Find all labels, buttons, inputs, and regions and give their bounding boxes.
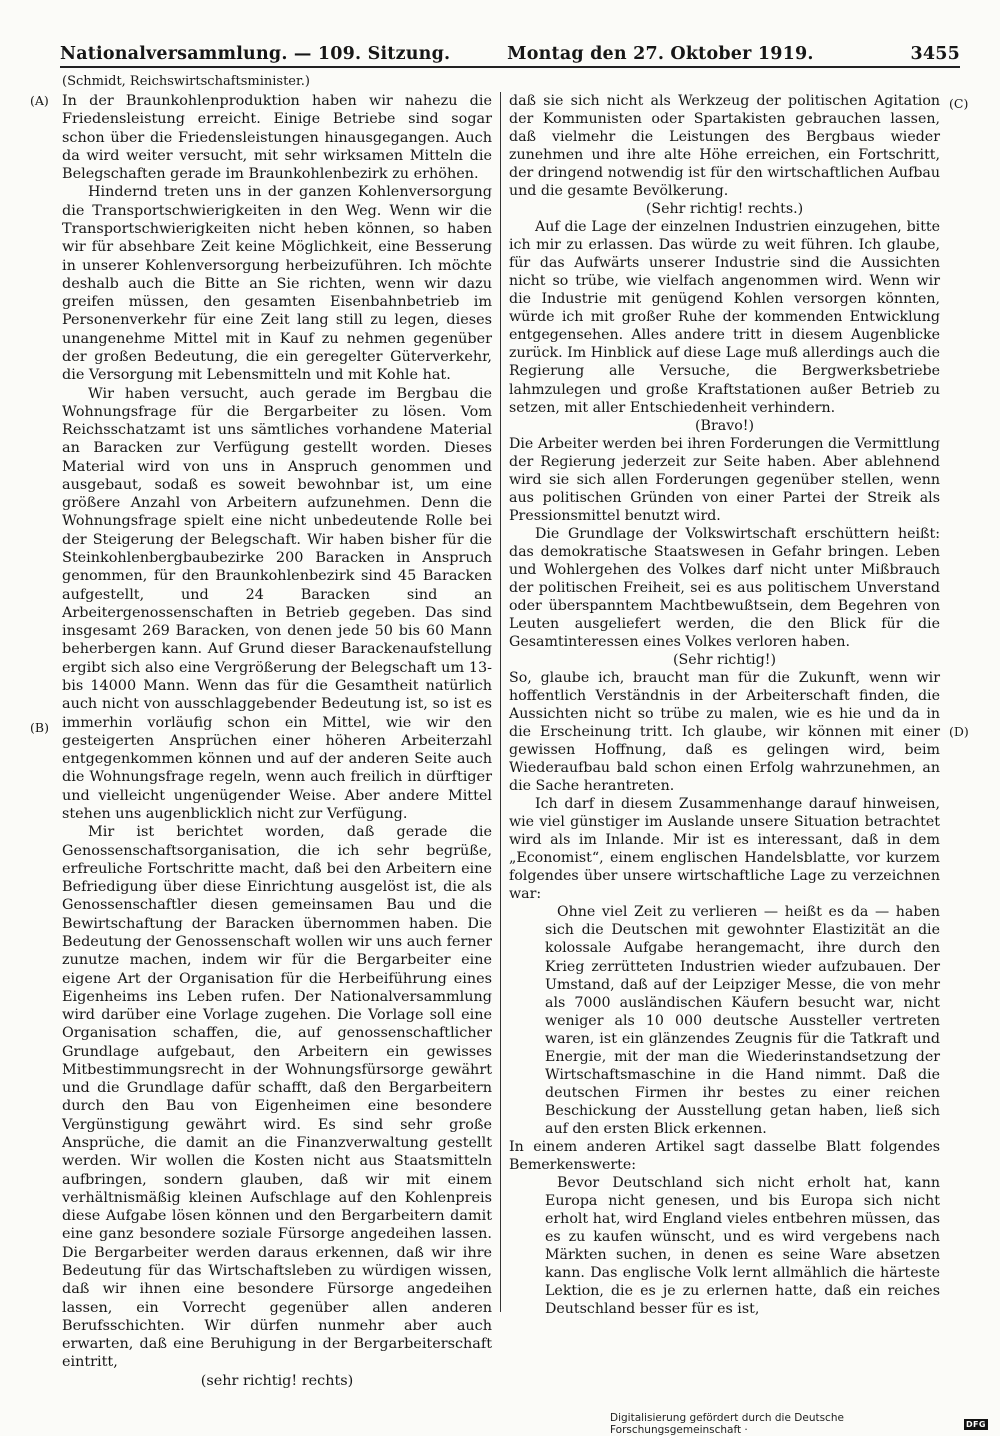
header-date: Montag den 27. Oktober 1919. bbox=[507, 44, 814, 64]
credit-text: Digitalisierung gefördert durch die Deutsche Forschungsgemeinschaft · bbox=[610, 1412, 844, 1436]
paragraph: So, glaube ich, braucht man für die Zukunft, wenn wir hoffentlich Verständnis in der Arbeiterschaft finden, die Aussichten nicht so trübe zu malen, wie es hie und da in die Erscheinung tritt. Ich glaube, wir können mit einer gewissen Hoffnung, daß es gelingen wird, beim Wiederaufbau bald schon einen Erfolg wahrzunehmen, an die Sache herantreten. bbox=[509, 670, 940, 795]
margin-marker-d: (D) bbox=[949, 724, 969, 739]
paragraph: Mir ist berichtet worden, daß gerade die Genossenschaftsorganisation, die ich sehr begrüße, erfreuliche Fortschritte macht, daß bei den Arbeitern eine Befriedigung über diese Einrichtung ausgelöst ist, die als Genossenschaftler diesen gemeinsamen Bau und die Bewirtschaftung der Baracken übernommen haben. Die Bedeutung der Genossenschaft wollen wir uns auch ferner zunutze machen, indem wir für die Bergarbeiter eine eigene Art der Organisation für die Herbeiführung eines Eigenheims ins Leben rufen. Der Nationalversammlung wird darüber eine Vorlage zugehen. Die Vorlage soll eine Organisation schaffen, die, auf genossenschaftlicher Grundlage aufgebaut, den Arbeitern ein gewisses Mitbestimmungsrecht in der Wohnungsfürsorge gewährt und die Grundlage dafür schafft, daß den Bergarbeitern durch den Bau von Eigenheimen eine besondere Vergünstigung gewährt wird. Es sind sehr große Ansprüche, die damit an die Finanzverwaltung gestellt werden. Wir wollen die Kosten nicht aus Staatsmitteln aufbringen, sondern glauben, daß wir mit einem verhältnismäßig kleinen Aufschlage auf den Kohlenpreis diese Aufgabe lösen können und den Bergarbeitern damit eine ganz besondere soziale Fürsorge angedeihen lassen. Die Bergarbeiter werden daraus erkennen, daß wir ihre Bedeutung für das Wirtschaftsleben zu würdigen wissen, daß wir ihnen eine besondere Fürsorge angedeihen lassen, ein Vorrecht gegenüber allen anderen Berufsschichten. Wir dürfen nunmehr aber auch erwarten, daß eine Beruhigung in der Bergarbeiterschaft eintritt, bbox=[62, 824, 492, 1371]
paragraph: In der Braunkohlenproduktion haben wir nahezu die Friedensleistung erreicht. Einige Betriebe sind sogar schon über die Friedensleistungen hinausgegangen. Auch da wird weiter versucht, mit sehr wirksamen Mitteln die Belegschaften gerade im Braunkohlenbezirk zu erhöhen. bbox=[62, 93, 492, 183]
interjection: (sehr richtig! rechts) bbox=[200, 1372, 354, 1389]
paragraph: daß sie sich nicht als Werkzeug der politischen Agitation der Kommunisten oder Spartakisten gebrauchen lassen, daß vielmehr die Leistungen des Bergbaus wieder zunehmen und ihre alte Höhe erreichen, ein Fortschritt, der dringend notwendig ist für den wirtschaftlichen Aufbau und die gesamte Bevölkerung. bbox=[509, 93, 940, 200]
paragraph: Die Grundlage der Volkswirtschaft erschüttern heißt: das demokratische Staatswesen in Gefahr bringen. Leben und Wohlergehen des Volkes darf nicht unter Mißbrauch der politischen Freiheit, sei es aus politischem Unverstand oder überspanntem Machtbewußtsein, dem Begehren von Leuten ausgeliefert werden, die den Blick für die Gesamtinteressen eines Volkes verloren haben. bbox=[509, 525, 940, 650]
column-divider bbox=[500, 92, 501, 1312]
speaker-note: (Schmidt, Reichswirtschaftsminister.) bbox=[62, 74, 310, 89]
dfg-logo: DFG bbox=[964, 1419, 988, 1430]
paragraph: Hindernd treten uns in der ganzen Kohlenversorgung die Transportschwierigkeiten in den Weg. Wenn wir die Transportschwierigkeiten nicht heben können, so haben wir für absehbare Zeit keine Möglichkeit, eine Besserung in unserer Kohlenversorgung herbeizuführen. Ich möchte deshalb auch die Bitte an Sie richten, wenn wir dazu greifen müssen, den gesamten Eisenbahnbetrieb im Personenverkehr für eine Zeit lang still zu legen, dieses unangenehme Mittel mit in Kauf zu nehmen gegenüber der großen Bedeutung, die ein geregelter Güterverkehr, die Versorgung mit Lebensmitteln und mit Kohle hat. bbox=[62, 184, 492, 384]
header-title: Nationalversammlung. — 109. Sitzung. bbox=[60, 44, 451, 64]
margin-marker-a: (A) bbox=[30, 93, 49, 108]
paragraph: Auf die Lage der einzelnen Industrien einzugehen, bitte ich mir zu erlassen. Das würde zu weit führen. Ich glaube, für das Aufwärts unserer Industrie sind die Aussichten nicht so trübe, wie vielfach angenommen wird. Wenn wir die Industrie mit genügend Kohlen versorgen könnten, würde ich mit großer Ruhe der kommenden Entwicklung entgegensehen. Alles andere tritt in diesem Augenblicke zurück. Im Hinblick auf diese Lage muß allerdings auch die Regierung alle Versuche, die Bergwerksbetriebe lahmzulegen und große Kraftstationen außer Betrieb zu setzen, mit aller Entschiedenheit verhindern. bbox=[509, 219, 940, 416]
paragraph: Wir haben versucht, auch gerade im Bergbau die Wohnungsfrage für die Bergarbeiter zu lösen. Vom Reichsschatzamt ist uns sämtliches vorhandene Material an Baracken zur Verfügung gestellt worden. Dieses Material wird von uns in Anspruch genommen und ausgebaut, sodaß es soweit bewohnbar ist, um eine größere Anzahl von Arbeitern aufzunehmen. Denn die Wohnungsfrage spielt eine nicht unbedeutende Rolle bei der Steigerung der Belegschaft. Wir haben bisher für die Steinkohlenbergbaubezirke 200 Baracken in Anspruch genommen, für den Braunkohlenbezirk sind 45 Baracken aufgestellt, und 24 Baracken sind an Arbeitergenossenschaften in Betrieb gegeben. Das sind insgesamt 269 Baracken, von denen jede 50 bis 60 Mann beherbergen kann. Auf Grund dieser Barackenaufstellung ergibt sich also eine Vergrößerung der Belegschaft um 13- bis 14000 Mann. Wenn das für die Gesamtheit natürlich auch nicht von ausschlaggebender Bedeutung ist, so ist es immerhin vorläufig schon ein Mittel, wie wir den gesteigerten Ansprüchen einer höheren Arbeiterzahl entgegenkommen können und auf der anderen Seite auch die Wohnungsfrage regeln, wenn auch freilich in dürftiger und vielleicht ungenügender Weise. Aber andere Mittel stehen uns augenblicklich nicht zur Verfügung. bbox=[62, 385, 492, 822]
page-number: 3455 bbox=[910, 44, 960, 64]
quotation: Bevor Deutschland sich nicht erholt hat, kann Europa nicht genesen, und bis Europa sich nicht erholt hat, wird England vieles entbehren müssen, das es zu kaufen wünscht, und es wird vergebens nach Märkten suchen, in denen es seine Ware absetzen kann. Das englische Volk lernt allmählich die härteste Lektion, die es je zu erlernen hatte, daß ein reiches Deutschland besser für es ist, bbox=[545, 1174, 940, 1318]
paragraph: In einem anderen Artikel sagt dasselbe Blatt folgendes Bemerkenswerte: bbox=[509, 1138, 940, 1173]
interjection: (Sehr richtig! rechts.) bbox=[645, 201, 804, 218]
interjection: (Sehr richtig!) bbox=[672, 651, 777, 668]
margin-marker-b: (B) bbox=[30, 720, 49, 735]
page-header bbox=[60, 44, 960, 68]
left-column bbox=[62, 92, 492, 1410]
right-column bbox=[509, 92, 940, 1337]
digitization-credit bbox=[610, 1412, 988, 1436]
quotation: Ohne viel Zeit zu verlieren — heißt es da — haben sich die Deutschen mit gewohnter Elastizität an die kolossale Aufgabe herangemacht, ihre durch den Krieg zerrütteten Industrien wieder aufzubauen. Der Umstand, daß auf der Leipziger Messe, die von mehr als 7000 ausländischen Käufern besucht war, nicht weniger als 10 000 deutsche Aussteller vertreten waren, ist ein glänzendes Zeugnis für die Tatkraft und Energie, mit der man die Wiederinstandsetzung der Wirtschaftsmaschine in die Hand nimmt. Daß die deutschen Firmen ihr bestes zu einer reichen Beschickung der Ausstellung getan haben, ließ sich auf den ersten Blick erkennen. bbox=[545, 904, 940, 1137]
paragraph: Ich darf in diesem Zusammenhange darauf hinweisen, wie viel günstiger im Auslande unsere Situation betrachtet wird als im Inlande. Mir ist es interessant, daß in dem „Economist“, einem englischen Handelsblatte, vor kurzem folgendes über unsere wirtschaftliche Lage zu verzeichnen war: bbox=[509, 796, 940, 903]
interjection: (Bravo!) bbox=[695, 417, 754, 434]
paragraph: Die Arbeiter werden bei ihren Forderungen die Vermittlung der Regierung jederzeit zur Seite haben. Aber ablehnend wird sie sich allen Forderungen gegenüber stellen, wenn aus politischen Gründen von einer Partei der Streik als Pressionsmittel benutzt wird. bbox=[509, 435, 940, 524]
margin-marker-c: (C) bbox=[949, 96, 969, 111]
